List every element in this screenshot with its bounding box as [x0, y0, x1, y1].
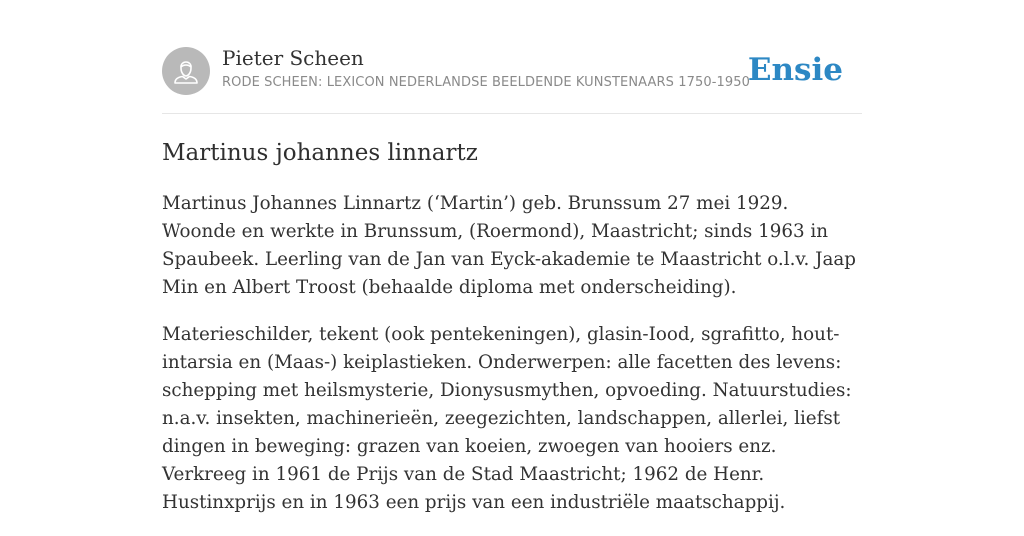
source-label[interactable]: RODE SCHEEN: LEXICON NEDERLANDSE BEELDENDE KUNSTENAARS 1750-1950 [222, 75, 750, 90]
author-name[interactable]: Pieter Scheen [222, 46, 364, 70]
user-silhouette-icon [162, 47, 210, 95]
author-avatar[interactable] [162, 47, 210, 95]
ensie-logo[interactable]: Ensie [747, 52, 843, 88]
article-body [162, 190, 862, 536]
page [162, 0, 862, 513]
article-paragraph: Materieschilder, tekent (ook pentekeningen), glasin-Iood, sgrafitto, hout-intarsia en (Maas-) keiplastieken. Onderwerpen: alle facetten des levens: schepping met heilsmysterie, Dionysusmythen, opvoeding. Natuurstudies: n.a.v. insekten, machinerieën, zeegezichten, landschappen, allerlei, liefst dingen in beweging: grazen van koeien, zwoegen van hooiers enz. Verkreeg in 1961 de Prijs van de Stad Maastricht; 1962 de Henr. Hustinxprijs en in 1963 een prijs van een industriële maatschappij. [162, 324, 852, 513]
article-header [162, 0, 862, 114]
article-paragraph: Martinus Johannes Linnartz (‘Martin’) geb. Brunssum 27 mei 1929. Woonde en werkte in Brunssum, (Roermond), Maastricht; sinds 1963 in Spaubeek. Leerling van de Jan van Eyck-akademie te Maastricht o.l.v. Jaap Min en Albert Troost (behaalde diploma met onderscheiding). [162, 193, 856, 298]
article-title: Martinus johannes linnartz [162, 140, 478, 166]
